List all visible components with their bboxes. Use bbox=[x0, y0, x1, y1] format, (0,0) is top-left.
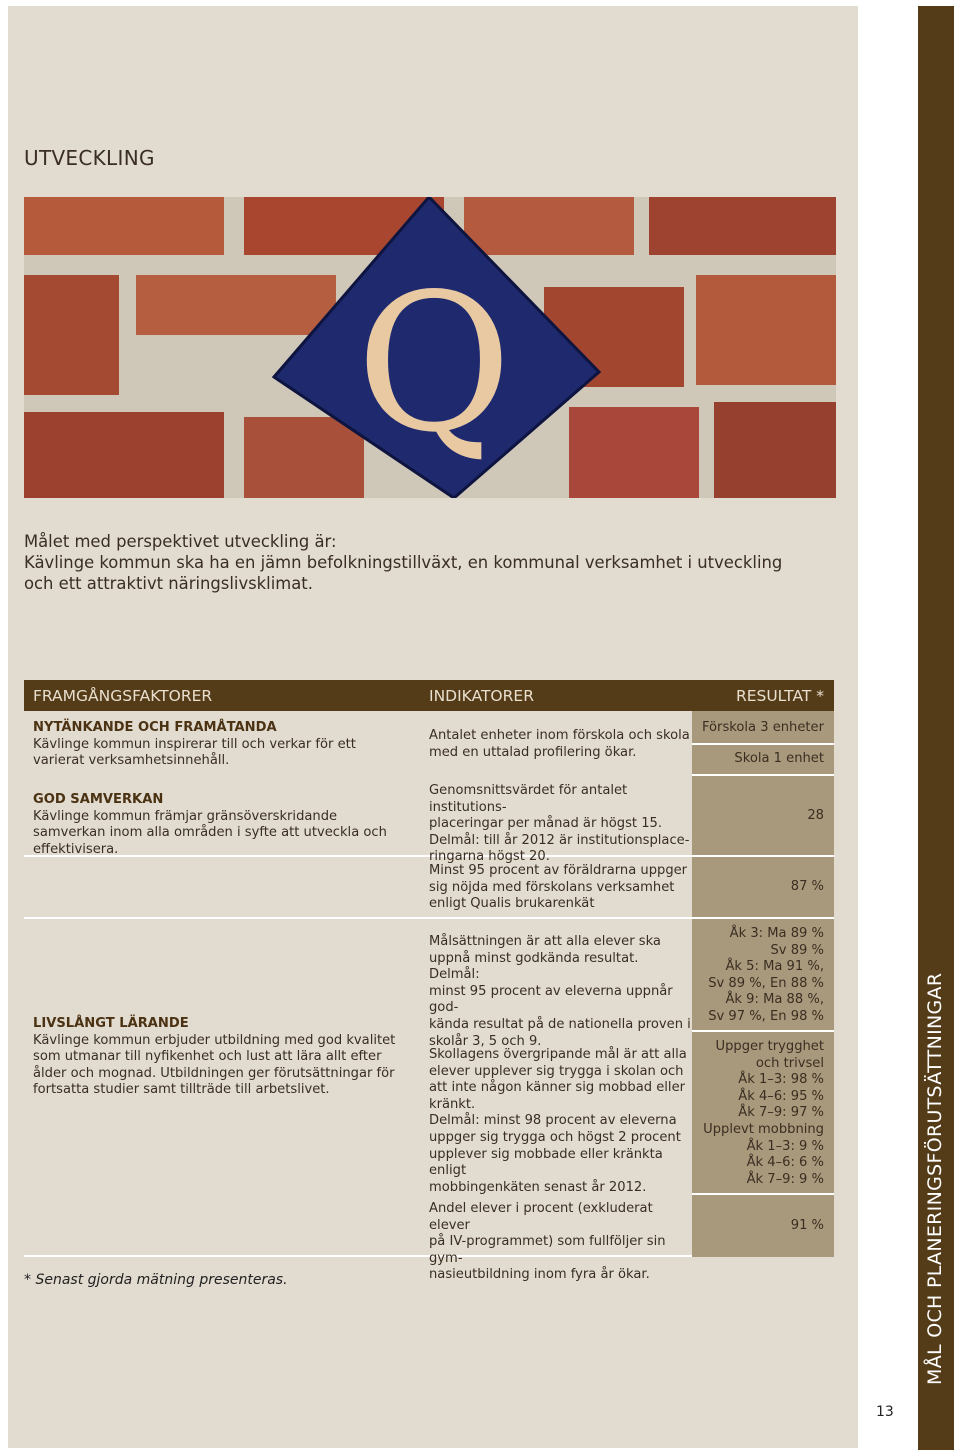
factor-body: Kävlinge kommun främjar gränsöverskridande samverkan inom alla områden i syfte att utveckla och effektivisera. bbox=[33, 808, 387, 857]
result-divider bbox=[692, 917, 834, 919]
q-sign-photo bbox=[24, 197, 836, 498]
row-divider bbox=[24, 917, 692, 919]
factor-title: LIVSLÅNGT LÄRANDE bbox=[33, 1016, 189, 1031]
intro-line-2: Kävlinge kommun ska ha en jämn befolkningstillväxt, en kommunal verksamhet i utveckling och ett attraktivt näringslivsklimat. bbox=[24, 553, 783, 593]
indicator-gymnasium: Andel elever i procent (exkluderat elever på IV-programmet) som fullföljer sin gym- nasieutbildning inom fyra år ökar. bbox=[429, 1201, 666, 1283]
result-divider bbox=[692, 774, 834, 776]
sidebar-label: MÅL OCH PLANERINGSFÖRUTSÄTTNINGAR bbox=[924, 972, 946, 1385]
factor-title: NYTÄNKANDE OCH FRAMÅTANDA bbox=[33, 720, 277, 735]
indicator-qualis: Minst 95 procent av föräldrarna uppger sig nöjda med förskolans verksamhet enligt Qualis brukarenkät bbox=[429, 863, 688, 912]
result-placeringar: 28 bbox=[807, 808, 824, 823]
page-number: 13 bbox=[876, 1404, 894, 1420]
footnote: * Senast gjorda mätning presenteras. bbox=[24, 1272, 288, 1288]
factor-samverkan bbox=[33, 792, 398, 858]
result-divider bbox=[692, 855, 834, 857]
result-skola: Skola 1 enhet bbox=[734, 751, 824, 766]
q-letter: Q bbox=[356, 253, 512, 474]
table-header bbox=[24, 680, 834, 711]
result-qualis: 87 % bbox=[790, 879, 824, 894]
intro-line-1: Målet med perspektivet utveckling är: bbox=[24, 532, 337, 551]
result-gymnasium: 91 % bbox=[790, 1218, 824, 1233]
result-divider bbox=[692, 1193, 834, 1195]
indicator-profilering: Antalet enheter inom förskola och skola med en uttalad profilering ökar. bbox=[429, 728, 690, 760]
factor-nytankande bbox=[33, 720, 398, 770]
factor-body: Kävlinge kommun inspirerar till och verkar för ett varierat verksamhetsinnehåll. bbox=[33, 736, 356, 769]
result-divider bbox=[692, 1030, 834, 1032]
factor-livslangt bbox=[33, 1016, 398, 1099]
header-indicators: INDIKATORER bbox=[429, 687, 534, 705]
result-divider bbox=[692, 743, 834, 745]
indicator-placeringar: Genomsnittsvärdet för antalet institutions- placeringar per månad är högst 15. Delmål: till år 2012 är institutionsplace- ringarna högst 20. bbox=[429, 783, 690, 865]
factor-title: GOD SAMVERKAN bbox=[33, 792, 164, 807]
indicator-godkanda: Målsättningen är att alla elever ska uppnå minst godkända resultat. Delmål: minst 95 procent av eleverna uppnår god- kända resultat på de nationella proven i skolår 3, 5 och 9. bbox=[429, 934, 691, 1049]
header-factors: FRAMGÅNGSFAKTORER bbox=[33, 687, 213, 705]
section-title: UTVECKLING bbox=[24, 146, 155, 170]
factor-body: Kävlinge kommun erbjuder utbildning med god kvalitet som utmanar till nyfikenhet och lust att lära allt efter ålder och mognad. Utbildningen ger förutsättningar för fortsatta studier samt tillträde till arbetslivet. bbox=[33, 1032, 396, 1098]
result-godkanda: Åk 3: Ma 89 % Sv 89 % Åk 5: Ma 91 %, Sv 89 %, En 88 % Åk 9: Ma 88 %, Sv 97 %, En 98 % bbox=[708, 926, 824, 1024]
result-forskola: Förskola 3 enheter bbox=[701, 720, 824, 735]
intro-text bbox=[24, 531, 804, 594]
indicator-trygghet: Skollagens övergripande mål är att alla elever upplever sig trygga i skolan och att inte någon känner sig mobbad eller kränkt. Delmål: minst 98 procent av eleverna uppger sig trygga och högst 2 procent upplever sig mobbade eller kränkta enligt mobbingenkäten senast år 2012. bbox=[429, 1047, 687, 1195]
result-trygghet: Uppger trygghet och trivsel Åk 1–3: 98 % Åk 4–6: 95 % Åk 7–9: 97 % Upplevt mobbning Åk 1–3: 9 % Åk 4–6: 6 % Åk 7–9: 9 % bbox=[703, 1039, 824, 1187]
header-results: RESULTAT * bbox=[735, 687, 824, 705]
